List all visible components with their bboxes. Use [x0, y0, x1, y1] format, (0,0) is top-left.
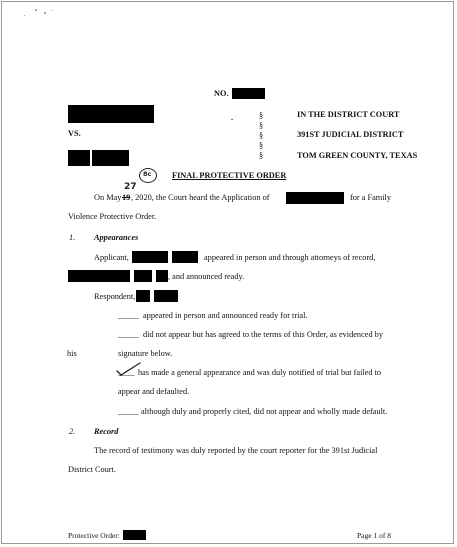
- scan-speck: [35, 9, 37, 11]
- court-line-3: TOM GREEN COUNTY, TEXAS: [297, 151, 418, 160]
- option-3-text-a: has made a general appearance and was duly notified of trial but failed to: [138, 368, 382, 377]
- redaction-attorney-2: [134, 270, 152, 282]
- scan-speck: [24, 15, 25, 16]
- section-1-number: 1.: [69, 233, 76, 242]
- option-2-blank: _____: [118, 330, 139, 339]
- scan-speck: [44, 12, 46, 14]
- section-symbol: §: [259, 131, 264, 140]
- option-4-blank: _____: [118, 407, 139, 416]
- handwritten-date-correction: 27: [124, 182, 137, 192]
- scan-dot: .: [231, 113, 234, 122]
- intro-line-2: Violence Protective Order.: [68, 212, 157, 221]
- applicant-text-b: appeared in person and through attorneys of record,: [204, 253, 376, 262]
- section-2-line-1: The record of testimony was duly reported by the court reporter for the 391st Judicial: [94, 446, 378, 455]
- section-symbol: §: [259, 141, 264, 150]
- court-line-2: 391ST JUDICIAL DISTRICT: [297, 130, 404, 139]
- redaction-respondent-1: [136, 290, 150, 302]
- section-2-number: 2.: [69, 427, 76, 436]
- redaction-applicant-name: [68, 105, 154, 123]
- his-note: his: [67, 349, 77, 358]
- intro-struck-day: 19: [122, 193, 131, 202]
- option-1-blank: _____: [118, 311, 139, 320]
- section-symbol: §: [259, 111, 264, 120]
- footer-left: Protective Order:: [68, 531, 120, 540]
- redaction-applicant-last: [172, 251, 198, 263]
- section-symbol: §: [259, 121, 264, 130]
- redaction-respondent-name-1: [68, 150, 90, 166]
- redaction-footer-name: [123, 530, 146, 540]
- section-2-heading: Record: [94, 427, 119, 436]
- redaction-respondent-name-2: [92, 150, 129, 166]
- option-1-text: appeared in person and announced ready for trial.: [143, 311, 308, 320]
- redaction-applicant-intro: [286, 192, 344, 204]
- case-number-label: NO.: [214, 89, 229, 98]
- redaction-respondent-2: [154, 290, 178, 302]
- court-line-1: IN THE DISTRICT COURT: [297, 110, 400, 119]
- document-title: FINAL PROTECTIVE ORDER: [172, 171, 287, 180]
- option-2-text-b: signature below.: [118, 349, 173, 358]
- redaction-attorney-3: [156, 270, 168, 282]
- applicant-text-c: , and announced ready.: [168, 272, 245, 281]
- respondent-label: Respondent,: [94, 292, 136, 301]
- section-1-heading: Appearances: [94, 233, 139, 242]
- intro-text-c: for a Family: [350, 193, 392, 202]
- redaction-applicant-first: [132, 251, 168, 263]
- section-symbol: §: [259, 151, 264, 160]
- option-3-blank: ____: [118, 368, 135, 377]
- intro-text-a: On May: [94, 193, 122, 202]
- option-4-text: although duly and properly cited, did not appear and wholly made default.: [141, 407, 388, 416]
- footer-page-number: Page 1 of 8: [357, 531, 391, 540]
- applicant-text-a: Applicant,: [94, 253, 129, 262]
- option-2-text-a: did not appear but has agreed to the terms of this Order, as evidenced by: [143, 330, 383, 339]
- intro-text-b: , 2020, the Court heard the Application of: [131, 193, 270, 202]
- redaction-attorney-1: [68, 270, 130, 282]
- scan-speck: [52, 10, 53, 11]
- handwritten-circle-mark: 8c: [139, 168, 157, 183]
- option-3-text-b: appear and defaulted.: [118, 387, 190, 396]
- section-2-line-2: District Court.: [68, 465, 116, 474]
- redaction-case-number: [232, 88, 265, 99]
- versus-label: VS.: [68, 129, 81, 138]
